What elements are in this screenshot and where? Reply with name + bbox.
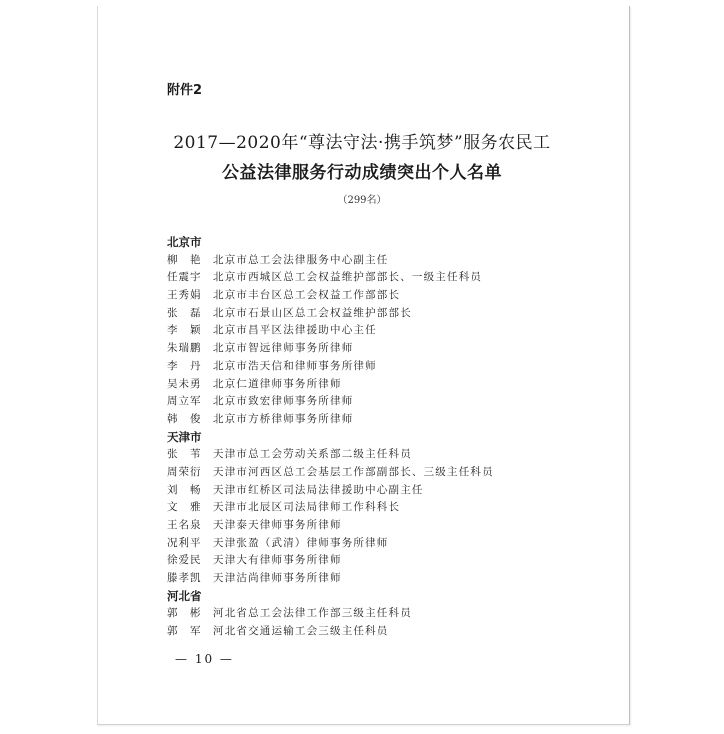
person-position: 北京市总工会法律服务中心副主任 bbox=[213, 253, 389, 266]
person-position: 天津沽尚律师事务所律师 bbox=[213, 572, 342, 585]
person-name: 吴未勇 bbox=[167, 377, 202, 390]
person-name: 郭 军 bbox=[167, 625, 202, 638]
name-list bbox=[167, 234, 567, 641]
list-item bbox=[167, 393, 567, 411]
list-item bbox=[167, 287, 567, 305]
person-position: 天津市总工会劳动关系部二级主任科员 bbox=[213, 448, 412, 461]
person-name: 柳 艳 bbox=[167, 253, 202, 266]
count-label: （299名） bbox=[337, 195, 387, 206]
person-name: 郭 彬 bbox=[167, 607, 202, 620]
person-position: 天津张盈（武清）律师事务所律师 bbox=[213, 536, 389, 549]
person-position: 北京仁道律师事务所律师 bbox=[213, 377, 342, 390]
person-name: 任震宇 bbox=[167, 271, 202, 284]
person-position: 天津市红桥区司法局法律援助中心副主任 bbox=[213, 483, 424, 496]
person-position: 北京市西城区总工会权益维护部部长、一级主任科员 bbox=[213, 271, 483, 284]
person-name: 刘 畅 bbox=[167, 483, 202, 496]
list-item bbox=[167, 482, 567, 500]
person-position: 天津市北辰区司法局律师工作科科长 bbox=[213, 501, 401, 514]
list-item bbox=[167, 305, 567, 323]
person-position: 北京市石景山区总工会权益维护部部长 bbox=[213, 306, 412, 319]
list-item bbox=[167, 446, 567, 464]
list-item bbox=[167, 322, 567, 340]
list-item bbox=[167, 269, 567, 287]
list-item bbox=[167, 499, 567, 517]
list-item bbox=[167, 623, 567, 641]
person-position: 天津大有律师事务所律师 bbox=[213, 554, 342, 567]
person-position: 北京市致宏律师事务所律师 bbox=[213, 395, 354, 408]
person-name: 王名泉 bbox=[167, 519, 202, 531]
title-line-2: 公益法律服务行动成绩突出个人名单 bbox=[222, 163, 502, 183]
attachment-label: 附件2 bbox=[167, 83, 203, 98]
list-item bbox=[167, 340, 567, 358]
person-position: 天津泰天律师事务所律师 bbox=[213, 519, 342, 531]
person-name: 滕孝凯 bbox=[167, 572, 202, 585]
person-position: 北京市方桥律师事务所律师 bbox=[213, 412, 354, 425]
list-item bbox=[167, 252, 567, 270]
person-name: 张 苇 bbox=[167, 448, 202, 461]
person-position: 北京市丰台区总工会权益工作部部长 bbox=[213, 289, 401, 302]
list-item bbox=[167, 605, 567, 623]
person-name: 王秀娟 bbox=[167, 289, 202, 302]
person-name: 李 颖 bbox=[167, 324, 202, 337]
person-name: 朱瑞鹏 bbox=[167, 342, 202, 355]
page-number: — 10 — bbox=[175, 652, 234, 666]
person-name: 徐爱民 bbox=[167, 554, 202, 567]
region-heading: 北京市 bbox=[167, 235, 202, 249]
person-name: 周荣衍 bbox=[167, 465, 202, 478]
person-name: 况利平 bbox=[167, 536, 202, 549]
person-position: 河北省总工会法律工作部三级主任科员 bbox=[213, 607, 412, 620]
list-item bbox=[167, 464, 567, 482]
person-position: 北京市智远律师事务所律师 bbox=[213, 342, 354, 355]
list-item bbox=[167, 517, 567, 535]
list-item bbox=[167, 552, 567, 570]
person-position: 北京市昌平区法律援助中心主任 bbox=[213, 324, 377, 337]
person-position: 天津市河西区总工会基层工作部副部长、三级主任科员 bbox=[213, 465, 494, 478]
region-heading: 河北省 bbox=[167, 588, 202, 603]
person-position: 北京市浩天信和律师事务所律师 bbox=[213, 359, 377, 372]
person-name: 张 磊 bbox=[167, 306, 202, 319]
person-name: 韩 俊 bbox=[167, 412, 202, 425]
person-name: 李 丹 bbox=[167, 359, 202, 372]
person-name: 文 雅 bbox=[167, 501, 202, 514]
list-item bbox=[167, 358, 567, 376]
list-item bbox=[167, 535, 567, 553]
person-name: 周立军 bbox=[167, 395, 202, 408]
list-item bbox=[167, 411, 567, 429]
title-line-1: 2017—2020年“尊法守法·携手筑梦”服务农民工 bbox=[173, 133, 551, 153]
list-item bbox=[167, 570, 567, 588]
list-item bbox=[167, 376, 567, 394]
person-position: 河北省交通运输工会三级主任科员 bbox=[213, 625, 389, 638]
region-heading: 天津市 bbox=[167, 429, 202, 444]
